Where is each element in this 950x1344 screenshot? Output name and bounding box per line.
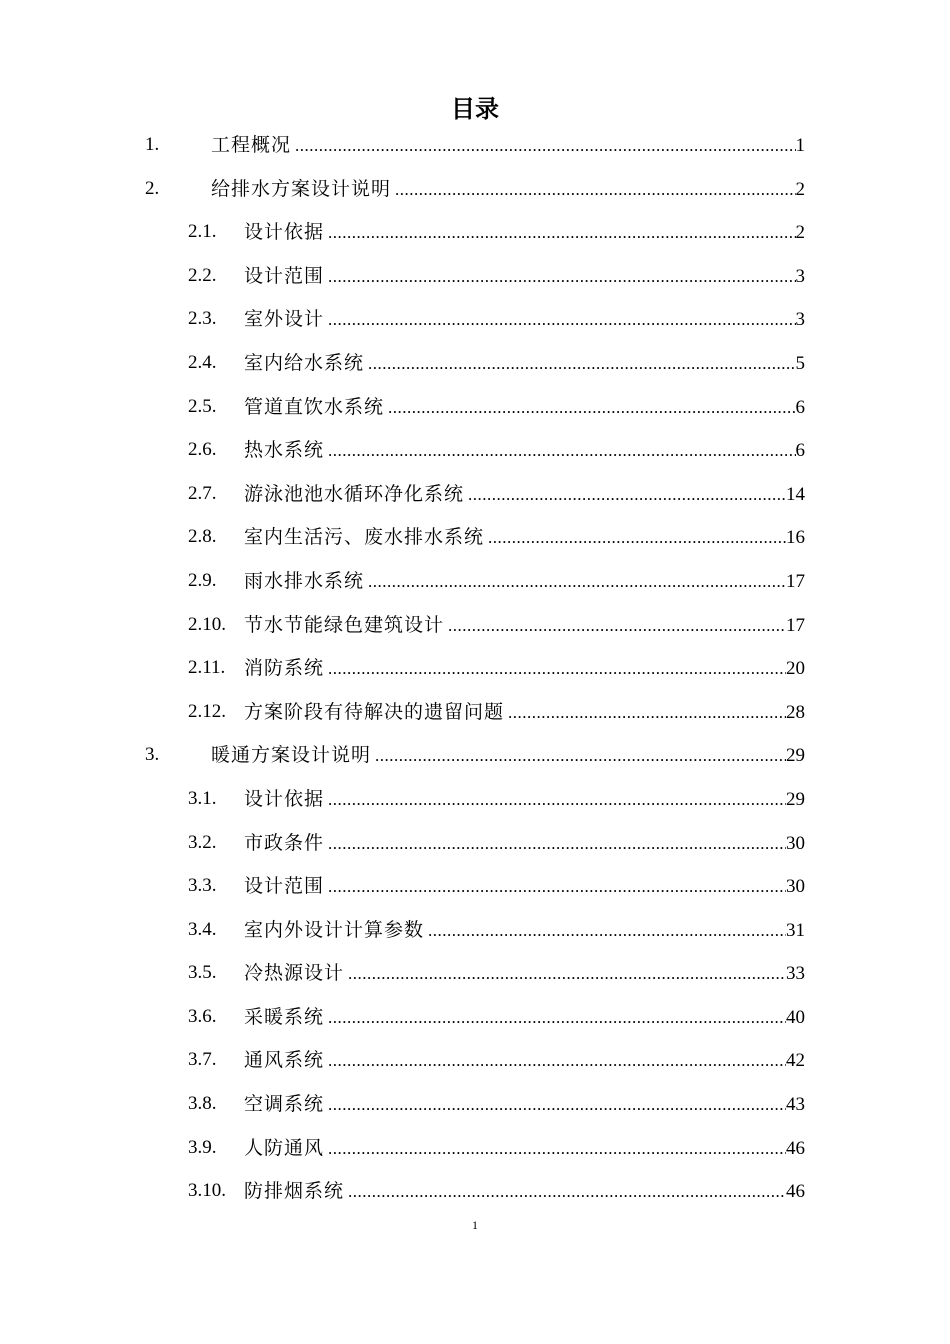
toc-entry[interactable]	[0, 603, 950, 647]
toc-entry[interactable]	[0, 254, 950, 298]
toc-entry-page: 46	[786, 1137, 805, 1159]
toc-entry-title: 设计依据	[244, 787, 325, 810]
toc-dot-leader	[388, 396, 795, 420]
toc-entry-page: 3	[795, 265, 805, 287]
toc-entry-line	[244, 613, 805, 638]
toc-dot-leader	[448, 614, 786, 638]
toc-entry-title: 节水节能绿色建筑设计	[244, 613, 445, 636]
toc-entry-line	[244, 1092, 805, 1117]
toc-entry-page: 30	[786, 876, 805, 898]
toc-dot-leader	[328, 1006, 786, 1030]
toc-entry-page: 6	[795, 396, 805, 418]
toc-entry-line	[244, 264, 805, 289]
toc-entry-line	[211, 133, 805, 158]
page-title: 目录	[451, 95, 499, 123]
toc-dot-leader	[328, 439, 795, 463]
toc-entry-title: 采暖系统	[244, 1005, 325, 1028]
toc-dot-leader	[328, 1093, 786, 1117]
toc-entry-page: 14	[786, 483, 805, 505]
toc-entry-page: 16	[786, 527, 805, 549]
toc-entry-line	[244, 831, 805, 856]
toc-dot-leader	[368, 570, 786, 594]
toc-entry[interactable]	[0, 210, 950, 254]
toc-entry-number: 3.10.	[188, 1180, 226, 1202]
toc-entry-title: 室内给水系统	[244, 351, 365, 374]
toc-entry-page: 29	[786, 788, 805, 810]
toc-entry[interactable]	[0, 821, 950, 865]
toc-entry-number: 2.4.	[188, 351, 217, 373]
toc-entry[interactable]	[0, 559, 950, 603]
toc-entry[interactable]	[0, 690, 950, 734]
toc-entry-line	[244, 307, 805, 332]
toc-entry-title: 设计范围	[244, 875, 325, 898]
toc-entry-title: 热水系统	[244, 439, 325, 462]
toc-entry-title: 冷热源设计	[244, 962, 345, 985]
toc-entry-line	[244, 220, 805, 245]
toc-entry-title: 室内外设计计算参数	[244, 918, 425, 941]
toc-entry-title: 室外设计	[244, 308, 325, 331]
toc-entry[interactable]	[0, 777, 950, 821]
toc-entry-line	[244, 656, 805, 681]
toc-entry-number: 3.5.	[188, 962, 217, 984]
toc-dot-leader	[395, 178, 795, 202]
toc-entry-line	[244, 700, 805, 725]
toc-entry-line	[244, 1136, 805, 1161]
toc-entry-line	[244, 874, 805, 899]
toc-entry-number: 2.11.	[188, 657, 226, 679]
toc-entry[interactable]	[0, 472, 950, 516]
toc-entry-page: 1	[795, 135, 805, 156]
toc-dot-leader	[328, 1137, 786, 1161]
toc-entry[interactable]	[0, 864, 950, 908]
toc-entry[interactable]	[0, 1126, 950, 1170]
toc-dot-leader	[348, 962, 786, 986]
toc-dot-leader	[328, 788, 786, 812]
toc-entry-line	[244, 438, 805, 463]
toc-entry-page: 3	[795, 309, 805, 331]
toc-entry-number: 2.3.	[188, 308, 217, 330]
toc-entry-page: 31	[786, 919, 805, 941]
toc-entry[interactable]	[0, 951, 950, 995]
toc-entry-line	[244, 961, 805, 986]
toc-dot-leader	[488, 526, 786, 550]
toc-entry-title: 消防系统	[244, 657, 325, 680]
toc-dot-leader	[328, 265, 795, 289]
toc-dot-leader	[328, 221, 795, 245]
toc-entry-number: 2.12.	[188, 700, 226, 722]
toc-entry-title: 市政条件	[244, 831, 325, 854]
toc-entry-number: 3.2.	[188, 831, 217, 853]
toc-entry-number: 2.5.	[188, 395, 217, 417]
toc-entry-page: 28	[786, 701, 805, 723]
toc-entry-line	[211, 177, 805, 202]
toc-entry-title: 空调系统	[244, 1093, 325, 1116]
toc-entry-number: 2.7.	[188, 482, 217, 504]
toc-entry-page: 20	[786, 658, 805, 680]
toc-dot-leader	[328, 875, 786, 899]
toc-dot-leader	[348, 1180, 786, 1204]
toc-entry[interactable]	[0, 908, 950, 952]
toc-dot-leader	[368, 352, 795, 376]
toc-entry-title: 防排烟系统	[244, 1180, 345, 1203]
toc-entry-number: 2.9.	[188, 569, 217, 591]
toc-entry-line	[244, 1048, 805, 1073]
toc-entry-number: 1.	[145, 134, 160, 155]
toc-entry-page: 6	[795, 440, 805, 462]
toc-entry-line	[211, 743, 805, 768]
toc-entry-number: 2.1.	[188, 221, 217, 243]
toc-entry-title: 雨水排水系统	[244, 569, 365, 592]
toc-entry-page: 17	[786, 570, 805, 592]
toc-dot-leader	[328, 308, 795, 332]
toc-entry-number: 3.4.	[188, 918, 217, 940]
toc-entry-number: 2.6.	[188, 439, 217, 461]
toc-dot-leader	[295, 134, 795, 158]
toc-entry-title: 工程概况	[211, 134, 292, 156]
toc-dot-leader	[508, 701, 786, 725]
toc-entry[interactable]	[0, 385, 950, 429]
toc-entry[interactable]	[0, 733, 950, 777]
toc-entry-title: 给排水方案设计说明	[211, 177, 392, 200]
toc-entry-page: 40	[786, 1006, 805, 1028]
toc-dot-leader	[375, 744, 786, 768]
toc-entry-page: 2	[795, 222, 805, 244]
toc-entry-number: 3.7.	[188, 1049, 217, 1071]
toc-entry-title: 设计范围	[244, 264, 325, 287]
toc-entry-line	[244, 918, 805, 943]
toc-entry[interactable]	[0, 341, 950, 385]
toc-entry-number: 2.2.	[188, 264, 217, 286]
toc-entry[interactable]	[0, 1038, 950, 1082]
page-number: 1	[472, 1218, 478, 1232]
toc-entry-number: 3.1.	[188, 787, 217, 809]
toc-entry-page: 46	[786, 1181, 805, 1203]
toc-dot-leader	[328, 832, 786, 856]
toc-entry-page: 42	[786, 1050, 805, 1072]
toc-entry-title: 人防通风	[244, 1136, 325, 1159]
toc-entry[interactable]	[0, 297, 950, 341]
toc-entry-line	[244, 569, 805, 594]
toc-entry-number: 2.10.	[188, 613, 226, 635]
toc-entry-line	[244, 787, 805, 812]
toc-entry[interactable]	[0, 1169, 950, 1213]
toc-entry-line	[244, 482, 805, 507]
toc-entry-number: 3.8.	[188, 1093, 217, 1115]
toc-entry-number: 3.6.	[188, 1005, 217, 1027]
toc-entry-title: 游泳池池水循环净化系统	[244, 482, 465, 505]
toc-entry[interactable]	[0, 646, 950, 690]
toc-entry-line	[244, 525, 805, 550]
toc-entry-page: 5	[795, 352, 805, 374]
toc-entry[interactable]	[0, 167, 950, 211]
toc-entry-number: 3.	[145, 744, 160, 766]
toc-entry-title: 室内生活污、废水排水系统	[244, 526, 485, 549]
toc-entry[interactable]	[0, 995, 950, 1039]
toc-entry[interactable]	[0, 428, 950, 472]
toc-dot-leader	[468, 483, 786, 507]
toc-entry-page: 2	[795, 178, 805, 200]
toc-entry-number: 3.9.	[188, 1136, 217, 1158]
toc-entry-line	[244, 351, 805, 376]
toc-entry-number: 2.	[145, 177, 160, 199]
table-of-contents	[0, 123, 950, 1213]
toc-entry-line	[244, 395, 805, 420]
toc-entry-number: 3.3.	[188, 875, 217, 897]
toc-entry-page: 29	[786, 745, 805, 767]
toc-entry-line	[244, 1179, 805, 1204]
toc-entry-line	[244, 1005, 805, 1030]
toc-dot-leader	[428, 919, 786, 943]
toc-entry-page: 17	[786, 614, 805, 636]
toc-entry-title: 暖通方案设计说明	[211, 744, 372, 767]
toc-entry-title: 通风系统	[244, 1049, 325, 1072]
toc-entry-page: 33	[786, 963, 805, 985]
toc-entry[interactable]	[0, 515, 950, 559]
toc-entry-title: 方案阶段有待解决的遗留问题	[244, 700, 505, 723]
toc-entry[interactable]	[0, 123, 950, 167]
toc-dot-leader	[328, 657, 786, 681]
toc-entry-title: 管道直饮水系统	[244, 395, 385, 418]
toc-entry-page: 43	[786, 1094, 805, 1116]
toc-entry[interactable]	[0, 1082, 950, 1126]
toc-dot-leader	[328, 1049, 786, 1073]
toc-entry-page: 30	[786, 832, 805, 854]
toc-entry-title: 设计依据	[244, 221, 325, 244]
toc-entry-number: 2.8.	[188, 526, 217, 548]
